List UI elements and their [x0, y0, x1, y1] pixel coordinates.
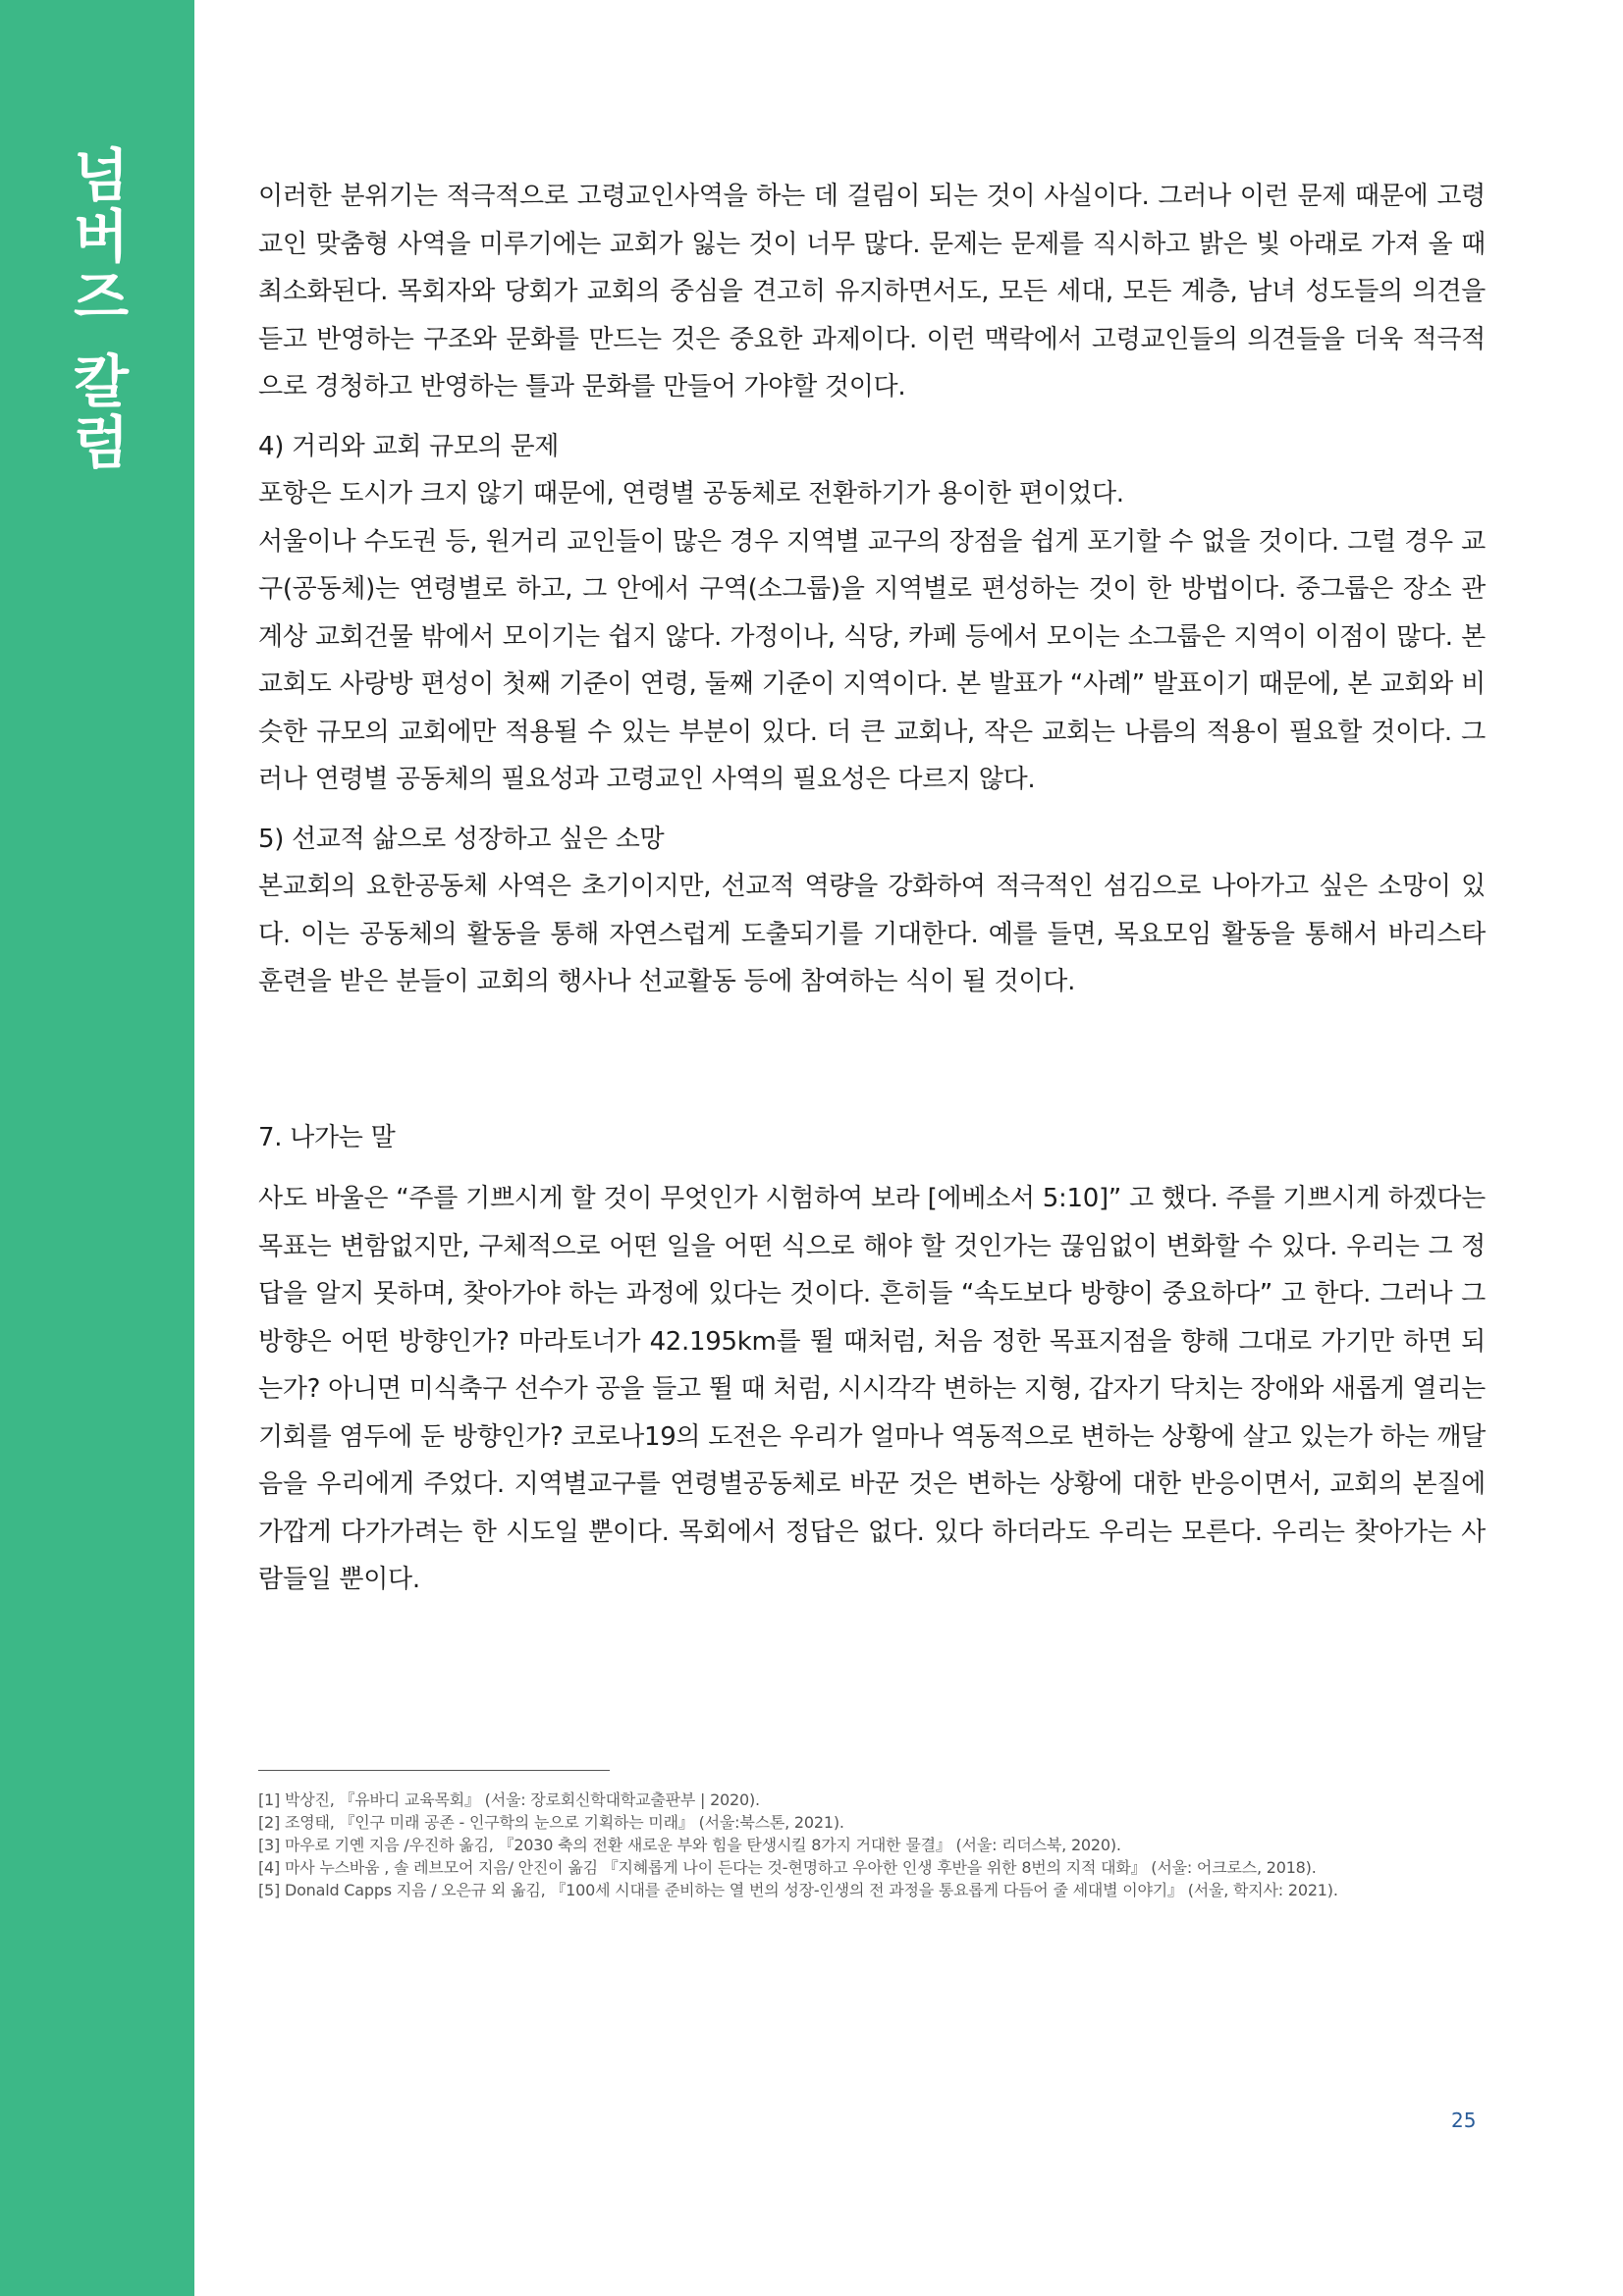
section-7-heading: 7. 나가는 말 — [258, 1122, 396, 1152]
subsection-4-first-line: 포항은 도시가 크지 않기 때문에, 연령별 공동체로 전환하기가 용이한 편이었다. — [258, 479, 1124, 508]
sidebar-title: 넘버즈 칼럼 — [63, 145, 130, 474]
footnote-item: [2] 조영태, 『인구 미래 공존 - 인구학의 눈으로 기획하는 미래』 (서울:북스톤, 2021). — [258, 1813, 844, 1832]
subsection-5-paragraph: 본교회의 요한공동체 사역은 초기이지만, 선교적 역량을 강화하여 적극적인 섬김으로 나아가고 싶은 소망이 있다. 이는 공동체의 활동을 통해 자연스럽게 도출되기를 기대한다. 예를 들면, 목요모임 활동을 통해서 바리스타 훈련을 받은 분들이 교회의 행사나 선교활동 등에 참여하는 식이 될 것이다. — [258, 872, 1486, 996]
subsection-4-heading: 4) 거리와 교회 규모의 문제 — [258, 431, 560, 461]
subsection-4-paragraph: 서울이나 수도권 등, 원거리 교인들이 많은 경우 지역별 교구의 장점을 쉽게 포기할 수 없을 것이다. 그럴 경우 교구(공동체)는 연령별로 하고, 그 안에서 구역(소그룹)을 지역별로 편성하는 것이 한 방법이다. 중그룹은 장소 관계상 교회건물 밖에서 모이기는 쉽지 않다. 가정이나, 식당, 카페 등에서 모이는 소그룹은 지역이 이점이 많다. 본교회도 사랑방 편성이 첫째 기준이 연령, 둘째 기준이 지역이다. 본 발표가 “사례” 발표이기 때문에, 본 교회와 비슷한 규모의 교회에만 적용될 수 있는 부분이 있다. 더 큰 교회나, 작은 교회는 나름의 적용이 필요할 것이다. 그러나 연령별 공동체의 필요성과 고령교인 사역의 필요성은 다르지 않다. — [258, 526, 1486, 794]
footnote-item: [3] 마우로 기옌 지음 /우진하 옮김, 『2030 축의 전환 새로운 부와 힘을 탄생시킬 8가지 거대한 물결』 (서울: 리더스북, 2020). — [258, 1836, 1121, 1854]
subsection-5-heading: 5) 선교적 삶으로 성장하고 싶은 소망 — [258, 824, 665, 854]
body-text — [258, 173, 1486, 1604]
footnote-divider — [258, 1770, 610, 1771]
footnote-item: [1] 박상진, 『유바디 교육목회』 (서울: 장로회신학대학교출판부 | 2020). — [258, 1790, 760, 1809]
footnote-item: [5] Donald Capps 지음 / 오은규 외 옮김, 『100세 시대를 준비하는 열 번의 성장-인생의 전 과정을 통요롭게 다듬어 줄 세대별 이야기』 (서울, 학지사: 2021). — [258, 1881, 1338, 1899]
sidebar-band — [0, 0, 194, 2296]
page-number: 25 — [1451, 2109, 1477, 2132]
section-7-paragraph: 사도 바울은 “주를 기쁘시게 할 것이 무엇인가 시험하여 보라 [에베소서 5:10]” 고 했다. 주를 기쁘시게 하겠다는 목표는 변함없지만, 구체적으로 어떤 일을 어떤 식으로 해야 할 것인가는 끊임없이 변화할 수 있다. 우리는 그 정답을 알지 못하며, 찾아가야 하는 과정에 있다는 것이다. 흔히들 “속도보다 방향이 중요하다” 고 한다. 그러나 그 방향은 어떤 방향인가? 마라토너가 42.195km를 뛸 때처럼, 처음 정한 목표지점을 향해 그대로 가기만 하면 되는가? 아니면 미식축구 선수가 공을 들고 뛸 때 처럼, 시시각각 변하는 지형, 갑자기 닥치는 장애와 새롭게 열리는 기회를 염두에 둔 방향인가? 코로나19의 도전은 우리가 얼마나 역동적으로 변하는 상황에 살고 있는가 하는 깨달음을 우리에게 주었다. 지역별교구를 연령별공동체로 바꾼 것은 변하는 상황에 대한 반응이면서, 교회의 본질에 가깝게 다가가려는 한 시도일 뿐이다. 목회에서 정답은 없다. 있다 하더라도 우리는 모른다. 우리는 찾아가는 사람들일 뿐이다. — [258, 1184, 1486, 1594]
footnotes — [258, 1789, 1486, 1901]
intro-paragraph: 이러한 분위기는 적극적으로 고령교인사역을 하는 데 걸림이 되는 것이 사실이다. 그러나 이런 문제 때문에 고령교인 맞춤형 사역을 미루기에는 교회가 잃는 것이 너무 많다. 문제는 문제를 직시하고 밝은 빛 아래로 가져 올 때 최소화된다. 목회자와 당회가 교회의 중심을 견고히 유지하면서도, 모든 세대, 모든 계층, 남녀 성도들의 의견을 듣고 반영하는 구조와 문화를 만드는 것은 중요한 과제이다. 이런 맥락에서 고령교인들의 의견들을 더욱 적극적으로 경청하고 반영하는 틀과 문화를 만들어 가야할 것이다. — [258, 182, 1486, 401]
footnote-item: [4] 마사 누스바움 , 솔 레브모어 지음/ 안진이 옮김 『지혜롭게 나이 든다는 것-현명하고 우아한 인생 후반을 위한 8번의 지적 대화』 (서울: 어크로스, 2018). — [258, 1858, 1317, 1877]
